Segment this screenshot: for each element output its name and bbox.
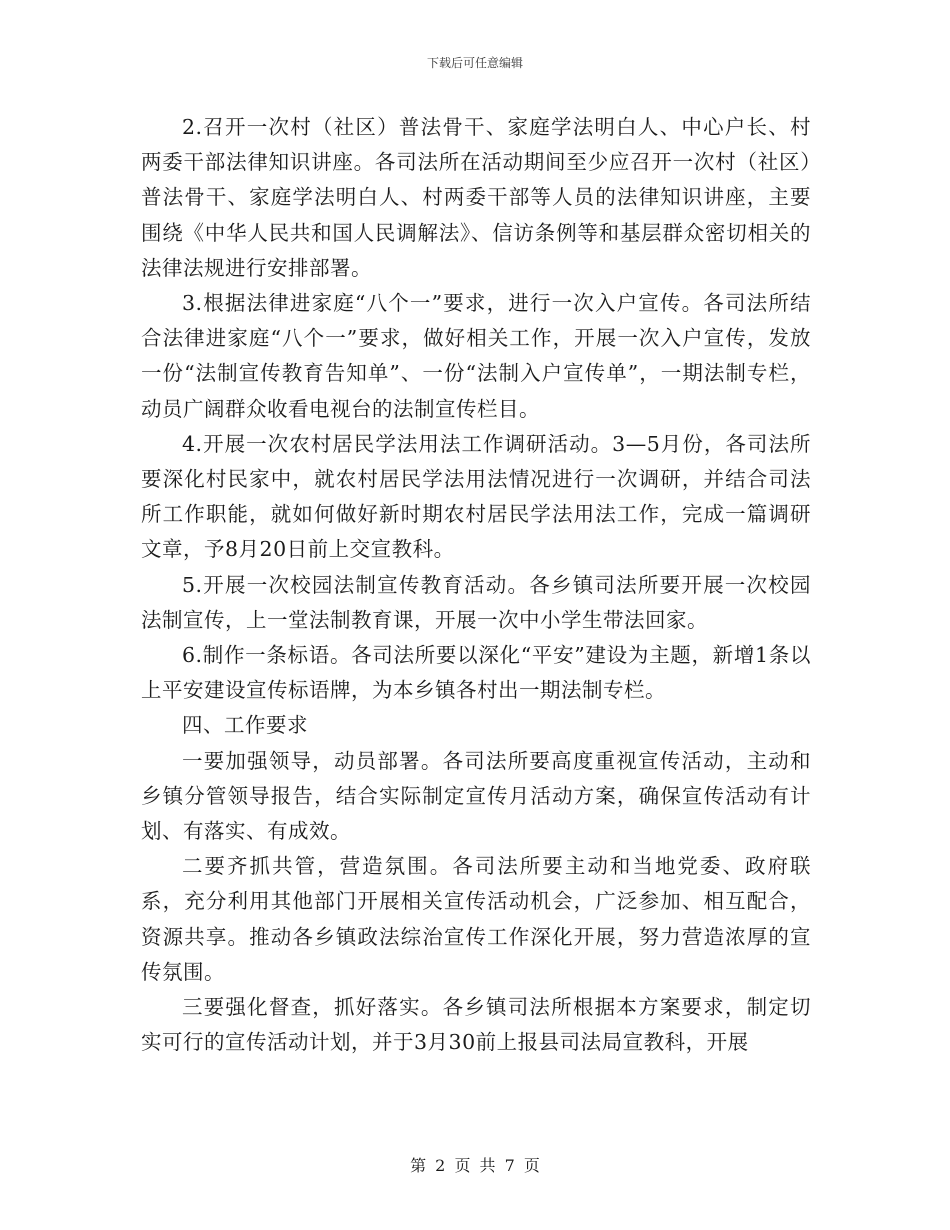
paragraph-item-5: 5.开展一次校园法制宣传教育活动。各乡镇司法所要开展一次校园法制宣传，上一堂法制教育课，开展一次中小学生带法回家。 [141,572,811,632]
document-body [141,110,811,1060]
paragraph-requirement-1: 一要加强领导，动员部署。各司法所要高度重视宣传活动，主动和乡镇分管领导报告，结合实际制定宣传月活动方案，确保宣传活动有计划、有落实、有成效。 [141,748,811,844]
paragraph-requirement-3: 三要强化督查，抓好落实。各乡镇司法所根据本方案要求，制定切实可行的宣传活动计划，并于3月30前上报县司法局宣教科，开展 [141,995,811,1055]
paragraph-item-6: 6.制作一条标语。各司法所要以深化“平安”建设为主题，新增1条以上平安建设宣传标语牌，为本乡镇各村出一期法制专栏。 [141,643,811,703]
page-header: 下载后可任意编辑 [426,56,523,70]
paragraph-item-4: 4.开展一次农村居民学法用法工作调研活动。3—5月份，各司法所要深化村民家中，就农村居民学法用法情况进行一次调研，并结合司法所工作职能，就如何做好新时期农村居民学法用法工作，完成一篇调研文章，予8月20日前上交宣教科。 [141,431,811,562]
page-number-footer: 第 2 页 共 7 页 [410,1156,540,1175]
paragraph-item-3: 3.根据法律进家庭“八个一”要求，进行一次入户宣传。各司法所结合法律进家庭“八个一”要求，做好相关工作，开展一次入户宣传，发放一份“法制宣传教育告知单”、一份“法制入户宣传单”，一期法制专栏，动员广阔群众收看电视台的法制宣传栏目。 [141,291,811,421]
paragraph-item-2: 2.召开一次村（社区）普法骨干、家庭学法明白人、中心户长、村两委干部法律知识讲座。各司法所在活动期间至少应召开一次村（社区）普法骨干、家庭学法明白人、村两委干部等人员的法律知识讲座，主要围绕《中华人民共和国人民调解法》、信访条例等和基层群众密切相关的法律法规进行安排部署。 [141,115,811,280]
section-heading-work-requirements: 四、工作要求 [182,713,308,738]
paragraph-requirement-2: 二要齐抓共管，营造氛围。各司法所要主动和当地党委、政府联系，充分利用其他部门开展相关宣传活动机会，广泛参加、相互配合，资源共享。推动各乡镇政法综治宣传工作深化开展，努力营造浓厚的宣传氛围。 [141,854,811,984]
